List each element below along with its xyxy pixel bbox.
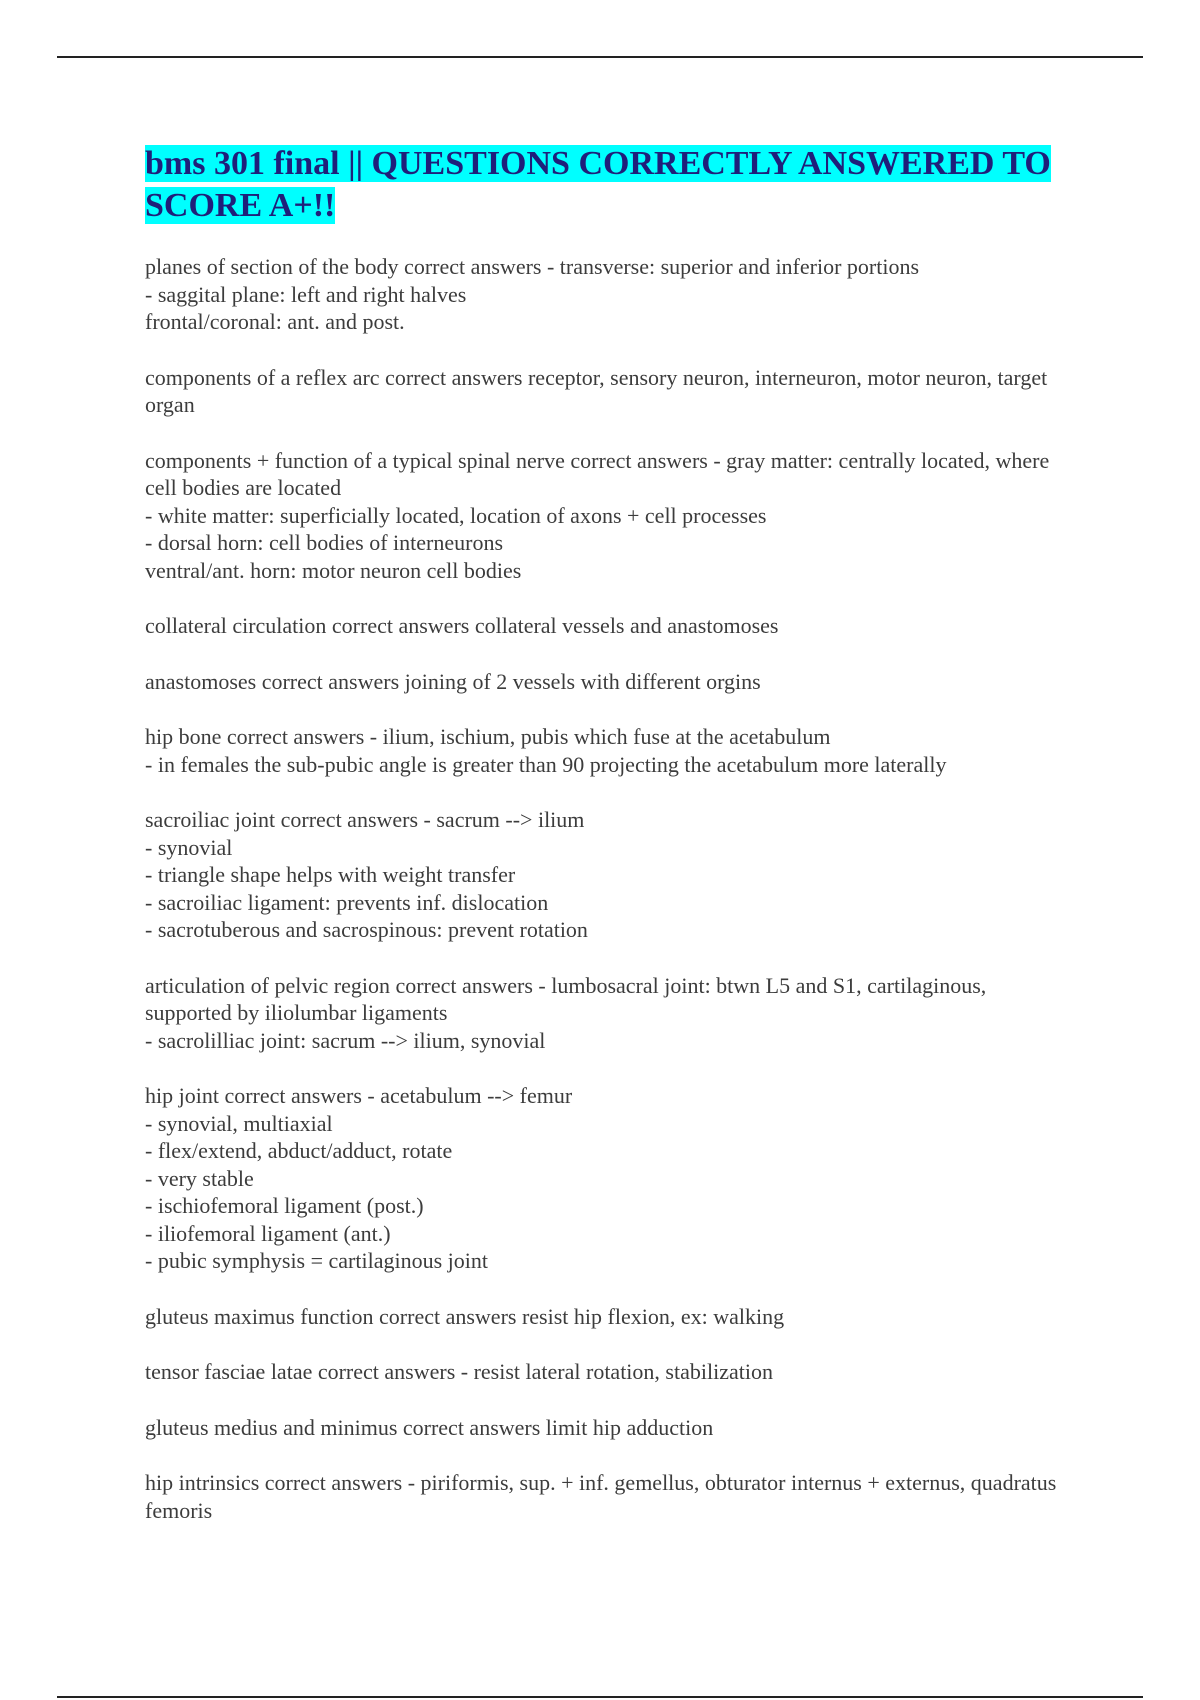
entry-list [145, 253, 1065, 1524]
header-rule [57, 56, 1143, 58]
entry-gluteus-maximus: gluteus maximus function correct answers resist hip flexion, ex: walking [145, 1303, 785, 1329]
entry-hip-intrinsics: hip intrinsics correct answers - piriformis, sup. + inf. gemellus, obturator internus + externus, quadratus femoris [145, 1470, 1057, 1523]
entry-anastomoses: anastomoses correct answers joining of 2 vessels with different orgins [145, 668, 761, 694]
entry-sacroiliac-joint: sacroiliac joint correct answers - sacrum --> ilium - synovial - triangle shape helps with weight transfer - sacroiliac ligament: prevents inf. dislocation - sacrotuberous and sacrospinous: prevent rotation [145, 807, 588, 942]
footer-rule [57, 1696, 1143, 1698]
entry-collateral-circulation: collateral circulation correct answers collateral vessels and anastomoses [145, 613, 779, 638]
document-title [145, 143, 1065, 227]
document-body [145, 143, 1065, 1552]
entry-tensor-fasciae-latae: tensor fasciae latae correct answers - resist lateral rotation, stabilization [145, 1359, 773, 1384]
entry-reflex-arc: components of a reflex arc correct answers receptor, sensory neuron, interneuron, motor neuron, target organ [145, 364, 1048, 417]
entry-hip-bone: hip bone correct answers - ilium, ischium, pubis which fuse at the acetabulum - in females the sub-pubic angle is greater than 90 projecting the acetabulum more laterally [145, 724, 947, 777]
title-highlight: bms 301 final || QUESTIONS CORRECTLY ANSWERED TO SCORE A+!! [145, 145, 1051, 224]
entry-pelvic-articulation: articulation of pelvic region correct answers - lumbosacral joint: btwn L5 and S1, cartilaginous, supported by iliolumbar ligaments - sacrolilliac joint: sacrum --> ilium, synovial [145, 972, 987, 1053]
entry-spinal-nerve: components + function of a typical spinal nerve correct answers - gray matter: centrally located, where cell bodies are located - white matter: superficially located, location of axons + cell processes - dorsal horn: cell bodies of interneurons ventral/ant. horn: motor neuron cell bodies [145, 447, 1050, 583]
entry-planes-of-section: planes of section of the body correct answers - transverse: superior and inferior portions - saggital plane: left and right halves frontal/coronal: ant. and post. [145, 254, 920, 334]
entry-hip-joint: hip joint correct answers - acetabulum --> femur - synovial, multiaxial - flex/extend, abduct/adduct, rotate - very stable - ischiofemoral ligament (post.) - iliofemoral ligament (ant.) - pubic symphysis = cartilaginous joint [145, 1083, 573, 1273]
entry-gluteus-medius-minimus: gluteus medius and minimus correct answers limit hip adduction [145, 1414, 714, 1440]
